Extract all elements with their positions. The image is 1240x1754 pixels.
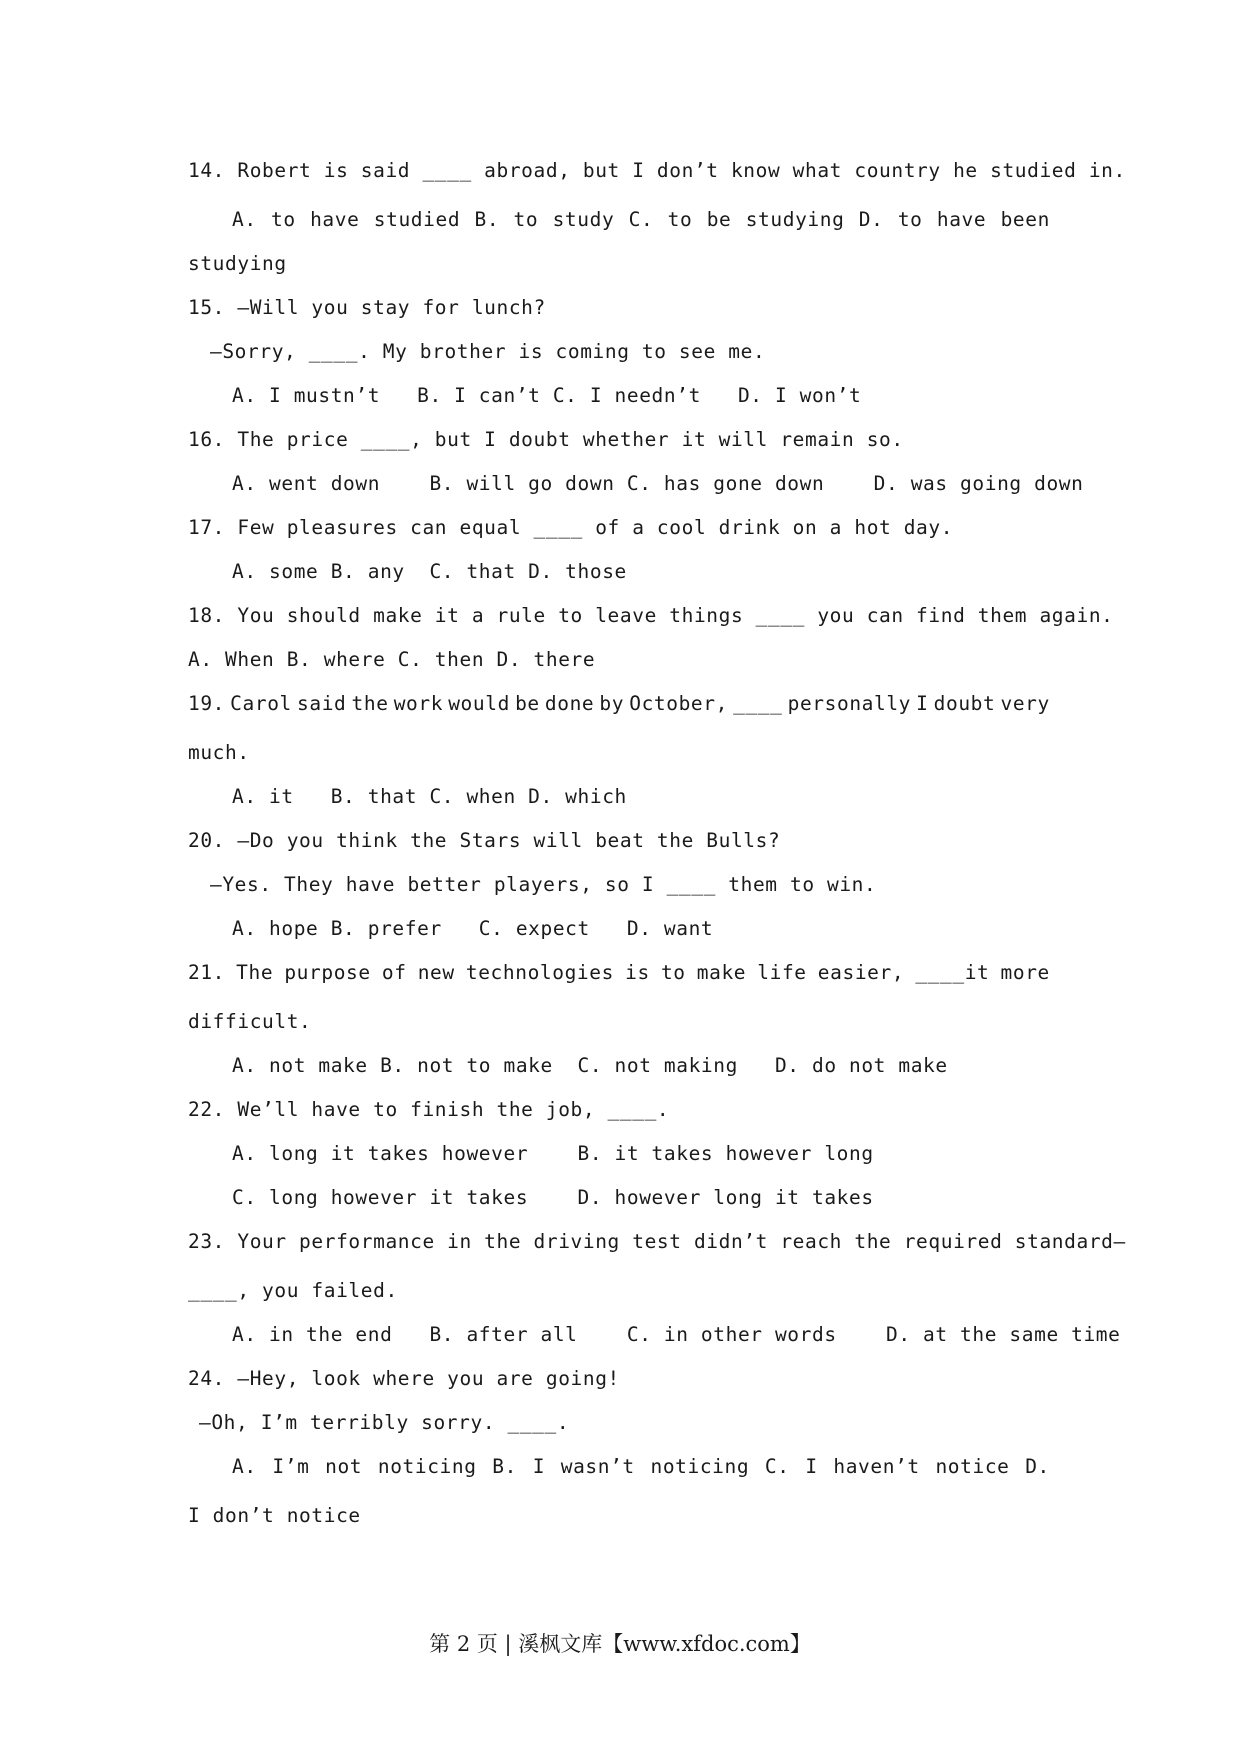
q21-stem [188,962,1050,1011]
q15-reply: —Sorry, ____. My brother is coming to see me. [210,340,766,363]
justified-word: to [271,208,296,231]
justified-word: ____ [733,692,783,715]
justified-word: B. [474,208,500,231]
justified-word: to [667,208,693,231]
justified-word: notice [935,1455,1010,1478]
q17-stem: 17. Few pleasures can equal ____ of a cool drink on a hot day. [188,516,954,539]
justified-word: life [757,961,807,984]
q19-stem-wrap: much. [188,741,250,764]
justified-word: D. [1025,1455,1050,1478]
justified-word: D. [858,208,884,231]
justified-word: A. [232,208,257,231]
justified-word: have [936,208,987,231]
justified-word: 19. [188,692,226,715]
q16-stem: 16. The price ____, but I doubt whether it will remain so. [188,428,904,451]
justified-word: noticing [377,1455,477,1478]
q22-options-ab: A. long it takes however B. it takes however long [232,1142,874,1165]
justified-word: new [417,961,455,984]
justified-word: study [552,208,615,231]
justified-word: work [393,692,444,715]
justified-word: studying [745,208,845,231]
justified-word: technologies [465,961,614,984]
q24-stem: 24. —Hey, look where you are going! [188,1367,620,1390]
justified-word: doubt [933,692,996,715]
justified-word: easier, [817,961,905,984]
justified-word: I [805,1455,818,1478]
justified-word: be [706,208,732,231]
justified-word: The [236,961,274,984]
justified-word: October, [629,692,728,715]
q14-options [188,209,1050,253]
q20-options: A. hope B. prefer C. expect D. want [232,917,714,940]
justified-word: more [1000,961,1050,984]
justified-word: of [381,961,407,984]
q24-reply: —Oh, I’m terribly sorry. ____. [199,1411,570,1434]
justified-word: by [599,692,625,715]
q22-options-cd: C. long however it takes D. however long it takes [232,1186,874,1209]
justified-word: is [625,961,650,984]
justified-word: I [916,692,929,715]
q23-options: A. in the end B. after all C. in other words D. at the same time [232,1323,1121,1346]
justified-word: to [897,208,923,231]
justified-word: be [515,692,540,715]
q20-stem: 20. —Do you think the Stars will beat the Bulls? [188,829,781,852]
q19-stem [188,693,1050,742]
justified-word: personally [787,692,912,715]
justified-word: haven’t [833,1455,920,1478]
justified-word: the [351,692,389,715]
justified-word: I’m [272,1455,310,1478]
page-footer: 第 2 页 | 溪枫文库【www.xfdoc.com】 [429,1632,811,1656]
question-list [188,159,1126,1549]
q17-options: A. some B. any C. that D. those [232,560,627,583]
q23-stem: 23. Your performance in the driving test didn’t reach the required standard— [188,1230,1126,1253]
justified-word: wasn’t [560,1455,635,1478]
q19-options: A. it B. that C. when D. which [232,785,627,808]
justified-word: ____it [915,961,990,984]
justified-word: B. [492,1455,517,1478]
q22-stem: 22. We’ll have to finish the job, ____. [188,1098,670,1121]
justified-word: C. [764,1455,790,1478]
justified-word: Carol [230,692,292,715]
justified-word: have [310,208,360,231]
justified-word: not [325,1455,363,1478]
q14-stem: 14. Robert is said ____ abroad, but I don’t know what country he studied in. [188,159,1126,182]
justified-word: 21. [188,961,226,984]
justified-word: to [513,208,539,231]
justified-word: to [660,961,686,984]
justified-word: purpose [284,961,371,984]
q14-options-wrap: studying [188,252,287,275]
justified-word: very [1000,692,1050,715]
justified-word: studied [373,208,461,231]
q21-stem-wrap: difficult. [188,1010,312,1033]
justified-word: noticing [650,1455,750,1478]
justified-word: I [532,1455,546,1478]
justified-word: make [696,961,747,984]
q24-options-wrap: I don’t notice [188,1504,361,1527]
justified-word: would [448,692,510,715]
q15-stem: 15. —Will you stay for lunch? [188,296,546,319]
q18-options: A. When B. where C. then D. there [188,648,596,671]
q21-options: A. not make B. not to make C. not making D. do not make [232,1054,948,1077]
q24-options [188,1456,1050,1505]
justified-word: said [297,692,347,715]
q23-stem-wrap: ____, you failed. [188,1279,398,1302]
justified-word: done [544,692,595,715]
q20-reply: —Yes. They have better players, so I ____ them to win. [210,873,877,896]
justified-word: A. [232,1455,257,1478]
q18-stem: 18. You should make it a rule to leave things ____ you can find them again. [188,604,1114,627]
justified-word: been [1000,208,1050,231]
q15-options: A. I mustn’t B. I can’t C. I needn’t D. I won’t [232,384,862,407]
justified-word: C. [628,208,654,231]
q16-options: A. went down B. will go down C. has gone down D. was going down [232,472,1084,495]
